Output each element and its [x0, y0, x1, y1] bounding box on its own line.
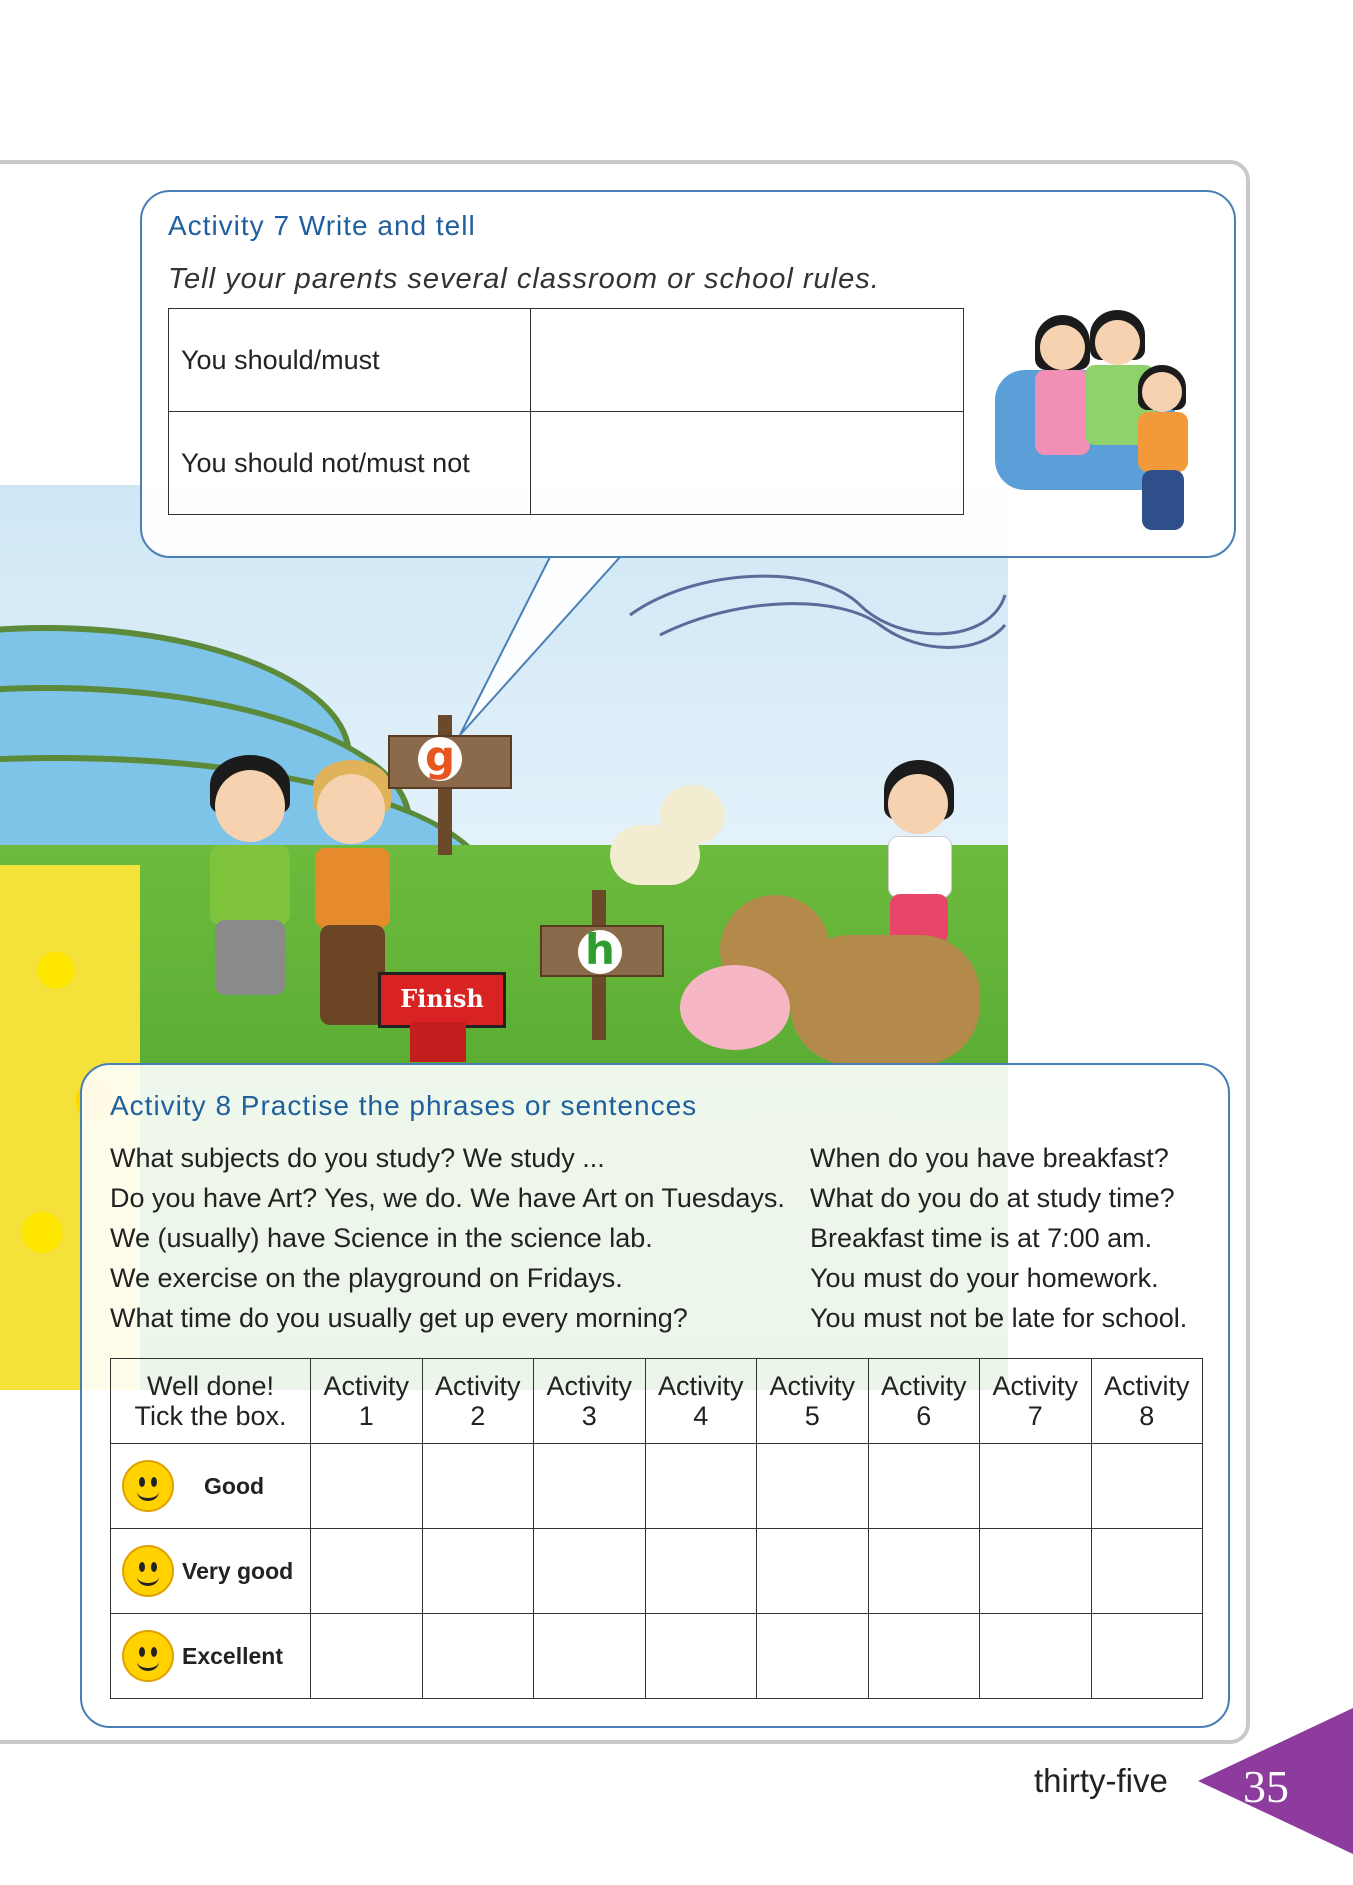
column-label: Activity	[1103, 1371, 1190, 1401]
rating-label: Good	[204, 1472, 265, 1499]
column-activity-6	[868, 1359, 980, 1444]
column-number: 6	[916, 1401, 932, 1431]
tick-box[interactable]	[422, 1614, 534, 1699]
rating-label: Excellent	[182, 1642, 283, 1669]
rating-label: Very good	[182, 1557, 294, 1584]
column-activity-8	[1091, 1359, 1203, 1444]
column-number: 7	[1027, 1401, 1043, 1431]
column-label: Activity	[657, 1371, 744, 1401]
column-number: 5	[804, 1401, 820, 1431]
tick-box[interactable]	[534, 1614, 646, 1699]
column-number: 3	[581, 1401, 597, 1431]
column-activity-7	[980, 1359, 1092, 1444]
column-number: 1	[358, 1401, 374, 1431]
rule-answer-should-not[interactable]	[531, 412, 964, 515]
column-activity-4	[645, 1359, 757, 1444]
family-on-sofa-illustration	[990, 310, 1210, 540]
column-label: Activity	[546, 1371, 632, 1401]
phrase-right-3: Breakfast time is at 7:00 am.	[810, 1223, 1153, 1253]
rating-excellent	[111, 1614, 311, 1699]
page-number: 35	[1243, 1761, 1289, 1812]
rating-very-good	[111, 1529, 311, 1614]
column-label: Activity	[323, 1371, 409, 1401]
smiley-icon	[122, 1460, 174, 1512]
tick-box[interactable]	[980, 1444, 1092, 1529]
sign-g-label: g	[418, 737, 462, 781]
tick-box[interactable]	[980, 1614, 1092, 1699]
tick-box[interactable]	[868, 1444, 980, 1529]
header-tick-the-box: Tick the box.	[134, 1401, 287, 1431]
phrase-left-5: What time do you usually get up every morning?	[110, 1303, 688, 1333]
tick-box[interactable]	[422, 1444, 534, 1529]
table-header-instructions	[111, 1359, 311, 1444]
phrase-right-4: You must do your homework.	[810, 1263, 1159, 1293]
tick-box[interactable]	[645, 1444, 757, 1529]
smiley-icon	[122, 1630, 174, 1682]
phrase-right-5: You must not be late for school.	[810, 1303, 1188, 1333]
finish-sign: Finish	[378, 972, 506, 1028]
tick-box[interactable]	[1091, 1444, 1203, 1529]
table-row-excellent	[111, 1614, 1203, 1699]
tick-box[interactable]	[757, 1529, 869, 1614]
header-well-done: Well done!	[146, 1371, 275, 1401]
table-row-good	[111, 1444, 1203, 1529]
column-label: Activity	[992, 1371, 1078, 1401]
tick-box[interactable]	[757, 1614, 869, 1699]
table-header-row	[111, 1359, 1203, 1444]
activity7-instruction: Tell your parents several classroom or school rules.	[168, 263, 880, 295]
tick-box[interactable]	[534, 1444, 646, 1529]
tick-box[interactable]	[980, 1529, 1092, 1614]
tick-box[interactable]	[534, 1529, 646, 1614]
tick-box[interactable]	[645, 1529, 757, 1614]
sign-h-label: h	[578, 930, 622, 974]
column-activity-3	[534, 1359, 646, 1444]
tick-box[interactable]	[311, 1529, 423, 1614]
table-row	[169, 412, 964, 515]
column-label: Activity	[880, 1371, 967, 1401]
sky-wave-lines	[620, 555, 1008, 675]
phrase-left-1: What subjects do you study? We study ...	[110, 1143, 605, 1173]
activity8-title: Activity 8 Practise the phrases or sentences	[110, 1090, 698, 1121]
tick-box[interactable]	[422, 1529, 534, 1614]
table-row	[169, 309, 964, 412]
phrase-right-1: When do you have breakfast?	[810, 1143, 1169, 1173]
column-label: Activity	[769, 1371, 855, 1401]
phrase-right-2: What do you do at study time?	[810, 1183, 1175, 1213]
tick-box[interactable]	[311, 1444, 423, 1529]
tick-box[interactable]	[1091, 1614, 1203, 1699]
phrase-left-4: We exercise on the playground on Fridays.	[110, 1263, 623, 1293]
speech-pointer-a7	[440, 555, 640, 755]
column-label: Activity	[434, 1371, 521, 1401]
self-assessment-table	[110, 1358, 1203, 1699]
column-activity-2	[422, 1359, 534, 1444]
smiley-icon	[122, 1545, 174, 1597]
column-activity-5	[757, 1359, 869, 1444]
boy-green-shirt	[200, 755, 300, 1035]
table-row-very-good	[111, 1529, 1203, 1614]
column-number: 4	[693, 1401, 709, 1431]
finish-sign-post	[410, 1022, 466, 1062]
rating-good	[111, 1444, 311, 1529]
tick-box[interactable]	[757, 1444, 869, 1529]
tick-box[interactable]	[1091, 1529, 1203, 1614]
page-number-word: thirty-five	[1034, 1762, 1168, 1799]
rule-answer-should[interactable]	[531, 309, 964, 412]
tick-box[interactable]	[311, 1614, 423, 1699]
phrase-left-2: Do you have Art? Yes, we do. We have Art on Tuesdays.	[110, 1183, 785, 1213]
tick-box[interactable]	[868, 1614, 980, 1699]
tick-box[interactable]	[645, 1614, 757, 1699]
column-number: 2	[470, 1401, 486, 1431]
column-number: 8	[1139, 1401, 1155, 1431]
column-activity-1	[311, 1359, 423, 1444]
activity7-title: Activity 7 Write and tell	[168, 210, 476, 241]
rule-label-should: You should/must	[169, 309, 531, 412]
phrase-left-3: We (usually) have Science in the science lab.	[110, 1223, 653, 1253]
rules-table	[168, 308, 964, 515]
rule-label-should-not: You should not/must not	[169, 412, 531, 515]
tick-box[interactable]	[868, 1529, 980, 1614]
